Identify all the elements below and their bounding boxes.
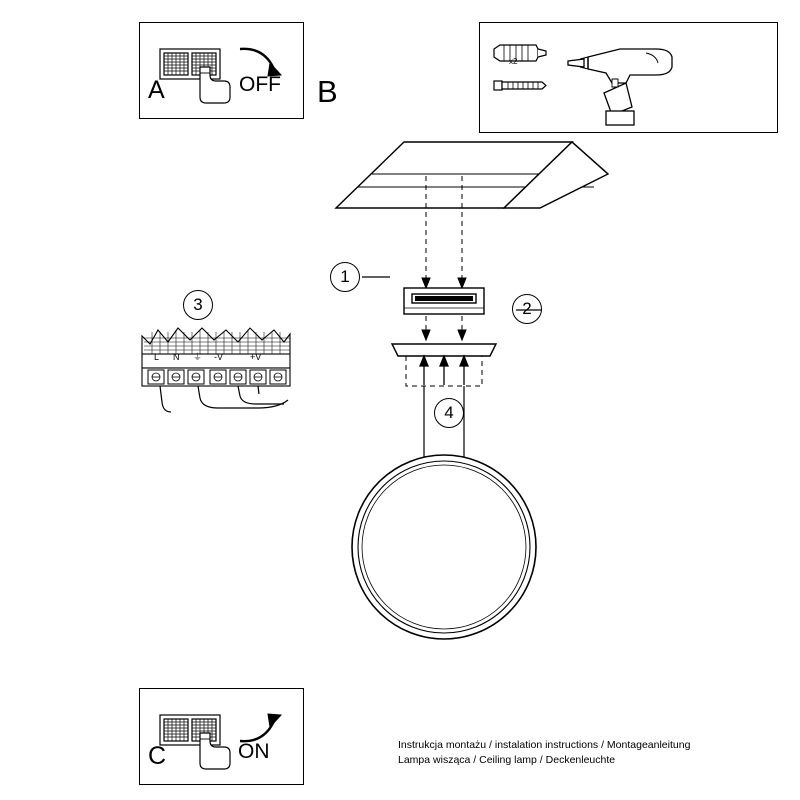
wall-plug-icon (494, 45, 546, 61)
step-number-2: 2 (512, 294, 542, 324)
footer-line-2: Lampa wisząca / Ceiling lamp / Deckenleuchte (398, 754, 616, 767)
footer-line-1: Instrukcja montażu / instalation instructions / Montageanleitung (398, 739, 691, 751)
tools-quantity-label: x2 (509, 57, 518, 66)
step-number-1: 1 (330, 262, 360, 292)
panel-switch-on (139, 688, 304, 785)
panel-tools (479, 22, 778, 133)
switch-on-label: ON (238, 740, 270, 763)
panel-wiring (138, 320, 313, 430)
wall-switch-on-icon (160, 715, 220, 745)
curved-arrow-down-icon (240, 49, 281, 76)
terminal-screws (148, 370, 286, 384)
power-drill-icon (568, 49, 672, 125)
terminal-label-earth: ⏚ (193, 352, 203, 362)
footer-block (398, 738, 690, 768)
step-number-4: 4 (434, 398, 464, 428)
step-letter-b: B (317, 74, 338, 109)
terminal-label-l: L (154, 352, 160, 362)
driver-output-wires (160, 386, 288, 412)
wall-switch-off-icon (160, 49, 220, 79)
step-number-3: 3 (183, 290, 213, 320)
terminal-label-plus-v: +V (250, 352, 262, 362)
panel-switch-off (139, 22, 304, 119)
step-letter-c: C (148, 742, 167, 770)
step-leader-lines (320, 130, 640, 670)
terminal-label-minus-v: -V (214, 352, 223, 362)
switch-off-label: OFF (239, 73, 281, 96)
screw-icon (494, 81, 546, 90)
curved-arrow-up-icon (240, 714, 281, 741)
terminal-labels (138, 352, 313, 368)
step-letter-a: A (148, 76, 165, 104)
terminal-label-n: N (173, 352, 180, 362)
